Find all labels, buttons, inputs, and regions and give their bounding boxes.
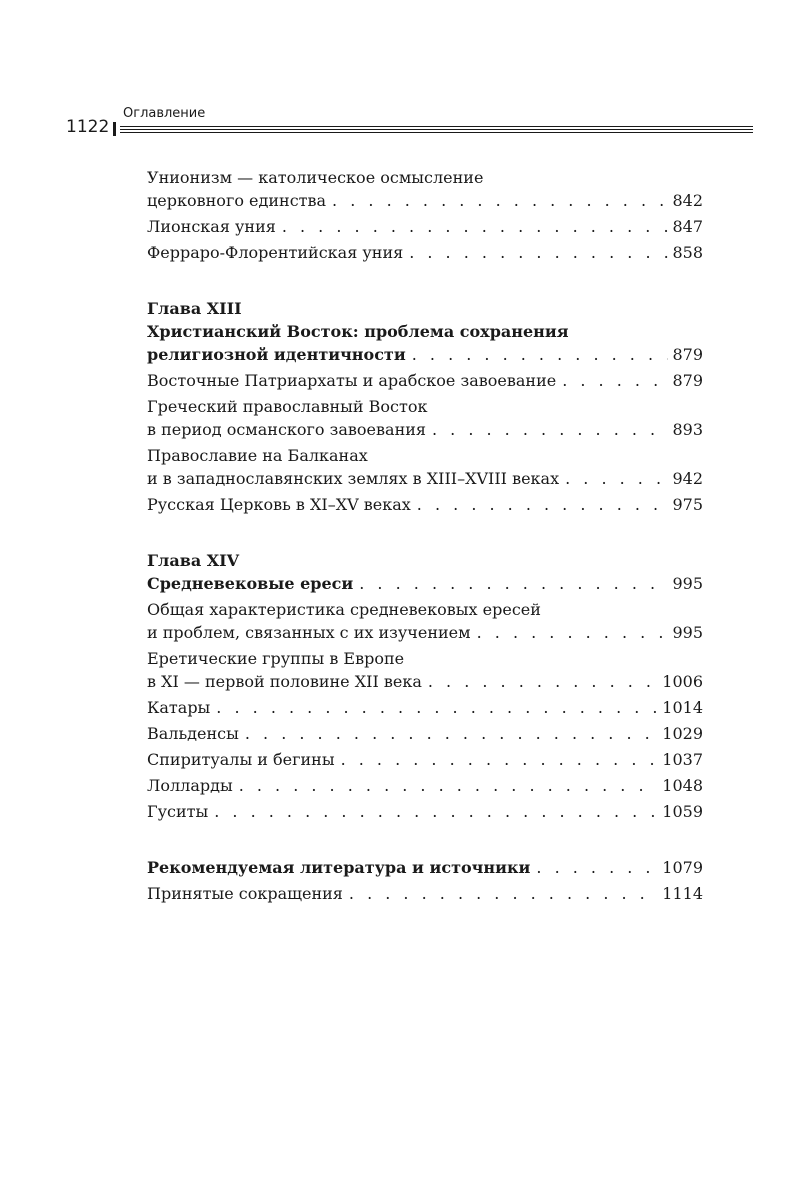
dot-leader <box>239 774 659 797</box>
dot-leader <box>412 343 669 366</box>
section-gap <box>147 267 703 297</box>
toc-entry-title: Восточные Патриархаты и арабское завоевание <box>147 371 557 390</box>
toc-entry[interactable] <box>147 444 703 490</box>
dot-leader <box>428 670 658 693</box>
toc-entry-title-line2: и проблем, связанных с их изучением <box>147 623 471 642</box>
toc-entry-title-line1: Еретические группы в Европе <box>147 649 405 668</box>
toc-page-number: 1048 <box>662 776 703 795</box>
dot-leader <box>214 800 658 823</box>
toc-page-number: 975 <box>672 495 703 514</box>
header-rule <box>120 129 753 130</box>
toc-page-number: 995 <box>672 623 703 642</box>
toc-page-number: 995 <box>672 574 703 593</box>
toc-chapter-title[interactable] <box>147 320 703 366</box>
dot-leader <box>536 856 658 879</box>
toc-entry-title: Лионская уния <box>147 217 276 236</box>
toc-entry[interactable] <box>147 598 703 644</box>
toc-entry[interactable] <box>147 369 703 392</box>
toc-page-number: 1014 <box>662 698 703 717</box>
toc-entry-title: Вальденсы <box>147 724 239 743</box>
toc-entry[interactable] <box>147 493 703 516</box>
dot-leader <box>341 748 659 771</box>
dot-leader <box>332 189 668 212</box>
chapter-label: Глава XIV <box>147 551 240 570</box>
toc-entry[interactable] <box>147 748 703 771</box>
toc-page-number: 942 <box>672 469 703 488</box>
dot-leader <box>417 493 669 516</box>
toc-entry-title-line1: Общая характеристика средневековых ересей <box>147 600 541 619</box>
page-header <box>0 0 794 140</box>
toc-entry-title: Ферраро-Флорентийская уния <box>147 243 404 262</box>
toc-entry-title-line2: и в западнославянских землях в XIII–XVIII веках <box>147 469 560 488</box>
toc-entry-literature[interactable] <box>147 856 703 879</box>
toc-chapter-title[interactable] <box>147 572 703 595</box>
toc-entry[interactable] <box>147 395 703 441</box>
toc-entry[interactable] <box>147 774 703 797</box>
toc-entry-title: Катары <box>147 698 211 717</box>
toc-entry-title: Лолларды <box>147 776 233 795</box>
toc-entry[interactable] <box>147 800 703 823</box>
dot-leader <box>359 572 668 595</box>
toc-page-number: 1114 <box>662 884 703 903</box>
toc-page-number: 1029 <box>662 724 703 743</box>
toc-page-number: 842 <box>672 191 703 210</box>
toc-entry-title: Рекомендуемая литература и источники <box>147 858 531 877</box>
toc-entry-unionism[interactable] <box>147 166 703 212</box>
toc-entry[interactable] <box>147 696 703 719</box>
toc-entry-title: Русская Церковь в XI–XV веках <box>147 495 411 514</box>
running-head-title: Оглавление <box>123 106 206 121</box>
toc-page-number: 879 <box>672 345 703 364</box>
chapter-title-line1: Христианский Восток: проблема сохранения <box>147 322 569 341</box>
header-rule <box>120 132 753 133</box>
toc-entry[interactable] <box>147 647 703 693</box>
toc-page-number: 858 <box>672 243 703 262</box>
section-gap <box>147 519 703 549</box>
toc-entry-title-line2: в период османского завоевания <box>147 420 426 439</box>
dot-leader <box>562 369 668 392</box>
toc-page-number: 893 <box>672 420 703 439</box>
toc-entry-title: Спиритуалы и бегины <box>147 750 335 769</box>
toc-entry-title-line1: Православие на Балканах <box>147 446 368 465</box>
toc-page-number: 1079 <box>662 858 703 877</box>
toc-entry-title-line2: церковного единства <box>147 191 327 210</box>
toc-page-number: 879 <box>672 371 703 390</box>
toc-entry-abbreviations[interactable] <box>147 882 703 905</box>
chapter-label: Глава XIII <box>147 299 242 318</box>
table-of-contents <box>147 166 703 908</box>
page-number: 1122 <box>66 117 110 137</box>
chapter-title-line2: религиозной идентичности <box>147 345 406 364</box>
toc-page-number: 847 <box>672 217 703 236</box>
dot-leader <box>565 467 668 490</box>
dot-leader <box>432 418 668 441</box>
toc-entry-florence-union[interactable] <box>147 241 703 264</box>
chapter-title: Средневековые ереси <box>147 574 354 593</box>
toc-entry[interactable] <box>147 722 703 745</box>
header-bar-mark <box>113 122 116 136</box>
dot-leader <box>349 882 658 905</box>
toc-page-number: 1006 <box>662 672 703 691</box>
dot-leader <box>282 215 669 238</box>
section-gap <box>147 826 703 856</box>
toc-entry-title: Гуситы <box>147 802 209 821</box>
toc-entry-lyon-union[interactable] <box>147 215 703 238</box>
toc-page-number: 1059 <box>662 802 703 821</box>
toc-entry-title-line1: Унионизм — католическое осмысление <box>147 168 484 187</box>
dot-leader <box>477 621 669 644</box>
toc-page-number: 1037 <box>662 750 703 769</box>
toc-entry-title-line2: в XI — первой половине XII века <box>147 672 422 691</box>
dot-leader <box>216 696 658 719</box>
dot-leader <box>409 241 668 264</box>
toc-entry-title-line1: Греческий православный Восток <box>147 397 428 416</box>
toc-entry-title: Принятые сокращения <box>147 884 343 903</box>
dot-leader <box>245 722 658 745</box>
header-rule <box>120 126 753 127</box>
